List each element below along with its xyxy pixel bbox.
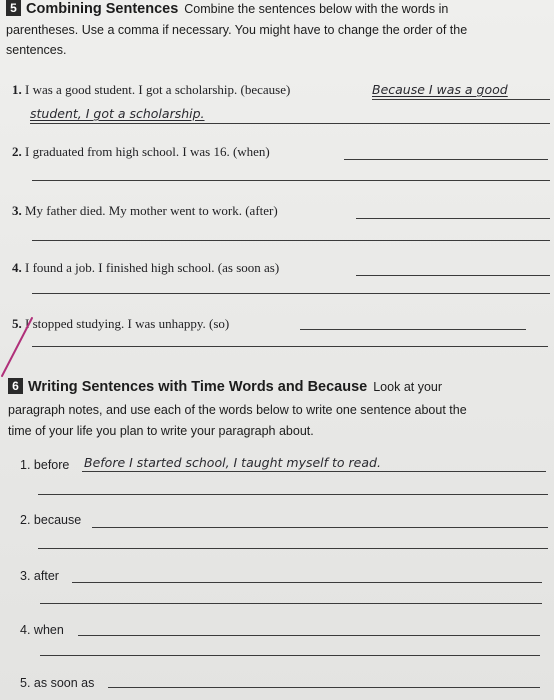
- s5-item-2-answer-rule-1[interactable]: [344, 159, 548, 160]
- s6-item-5-word: as soon as: [33, 676, 95, 690]
- s6-item-4: [20, 623, 64, 637]
- s6-item-1-answer: Before I started school, I taught myself to read.: [84, 455, 381, 470]
- s5-item-3-answer-rule-1[interactable]: [356, 218, 550, 219]
- s5-item-2-answer-rule-2[interactable]: [32, 180, 550, 181]
- s6-item-1-number: 1.: [20, 458, 31, 472]
- section-5-instructions-3: sentences.: [6, 43, 67, 57]
- s6-item-3-answer-rule-1[interactable]: [72, 582, 542, 583]
- s6-item-1-word: before: [33, 458, 70, 472]
- s5-item-1-answer-line2: student, I got a scholarship.: [30, 106, 205, 121]
- s6-item-2: [20, 513, 81, 527]
- s6-item-4-word: when: [33, 623, 64, 637]
- section-6-header: [8, 378, 548, 396]
- s5-item-1-answer-rule-1[interactable]: [372, 99, 550, 100]
- s5-item-5-number: 5.: [12, 316, 22, 331]
- s6-item-2-number: 2.: [20, 513, 31, 527]
- s6-item-3: [20, 569, 59, 583]
- section-6-instructions-1: Look at your: [373, 380, 443, 394]
- s5-item-4: [12, 260, 279, 276]
- section-6-title: Writing Sentences with Time Words and Because: [28, 379, 368, 395]
- section-5-title: Combining Sentences: [26, 1, 179, 17]
- s5-item-3-answer-rule-2[interactable]: [32, 240, 550, 241]
- section-5-header: [6, 0, 551, 18]
- s5-item-5-prompt: I stopped studying. I was unhappy. (so): [25, 316, 230, 331]
- s6-item-1-answer-rule-1[interactable]: [82, 471, 546, 472]
- s6-item-1: [20, 458, 69, 472]
- section-5-number: 5: [6, 0, 21, 16]
- s5-item-1-answer-line1: Because I was a good: [372, 82, 508, 97]
- section-5-instructions-2: parentheses. Use a comma if necessary. You might have to change the order of the: [6, 23, 468, 37]
- s5-item-4-answer-rule-1[interactable]: [356, 275, 550, 276]
- section-5-instructions-1: Combine the sentences below with the words in: [184, 2, 449, 16]
- section-6-instructions-2: paragraph notes, and use each of the words below to write one sentence about the: [8, 403, 467, 417]
- s5-item-4-prompt: I found a job. I finished high school. (as soon as): [25, 260, 280, 275]
- s5-item-3-number: 3.: [12, 203, 22, 218]
- s6-item-4-number: 4.: [20, 623, 31, 637]
- s6-item-4-answer-rule-2[interactable]: [40, 655, 540, 656]
- section-6-number: 6: [8, 378, 23, 394]
- s5-item-5-answer-rule-2[interactable]: [32, 346, 548, 347]
- s6-item-2-answer-rule-1[interactable]: [92, 527, 548, 528]
- s5-item-5-answer-rule-1[interactable]: [300, 329, 526, 330]
- s6-item-5-number: 5.: [20, 676, 31, 690]
- s6-item-1-answer-rule-2[interactable]: [38, 494, 548, 495]
- s6-item-5-answer-rule-1[interactable]: [108, 687, 540, 688]
- s6-item-2-answer-rule-2[interactable]: [38, 548, 548, 549]
- s6-item-4-answer-rule-1[interactable]: [78, 635, 540, 636]
- s5-item-4-number: 4.: [12, 260, 22, 275]
- s5-item-2: [12, 144, 270, 160]
- s6-item-3-answer-rule-2[interactable]: [40, 603, 542, 604]
- s5-item-1-number: 1.: [12, 82, 22, 97]
- s6-item-3-number: 3.: [20, 569, 31, 583]
- section-6-instructions-3: time of your life you plan to write your paragraph about.: [8, 424, 314, 438]
- s5-item-3-prompt: My father died. My mother went to work. (after): [25, 203, 278, 218]
- s5-item-2-number: 2.: [12, 144, 22, 159]
- s5-item-2-prompt: I graduated from high school. I was 16. (when): [25, 144, 270, 159]
- s6-item-3-word: after: [33, 569, 59, 583]
- s6-item-5: [20, 676, 94, 690]
- s5-item-3: [12, 203, 278, 219]
- s5-item-1-answer-rule-2[interactable]: [30, 123, 550, 124]
- s5-item-1: [12, 82, 290, 98]
- s5-item-1-prompt: I was a good student. I got a scholarship. (because): [25, 82, 291, 97]
- pen-slash-mark: [0, 300, 60, 380]
- s6-item-2-word: because: [33, 513, 82, 527]
- s5-item-4-answer-rule-2[interactable]: [32, 293, 550, 294]
